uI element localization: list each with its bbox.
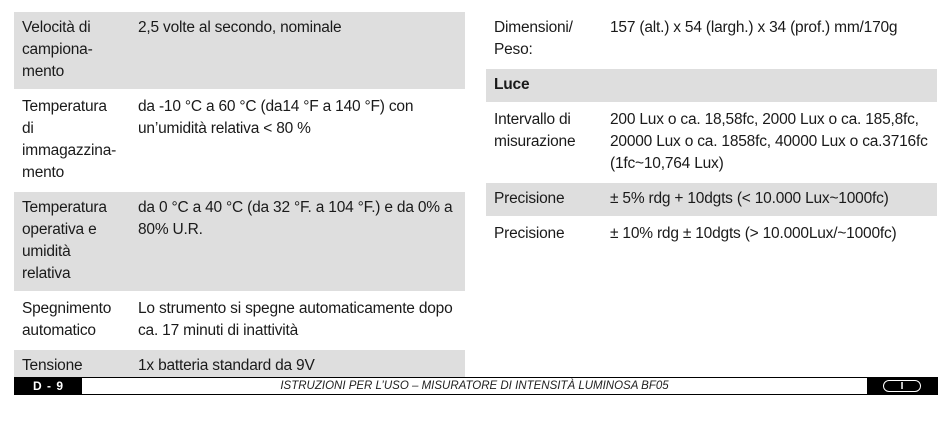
spec-value: da 0 °C a 40 °C (da 32 °F. a 104 °F.) e da 0% a 80% U.R.: [130, 191, 465, 292]
spec-row-dimensions: [486, 12, 937, 68]
spec-row-accuracy: [486, 182, 937, 217]
left-spec-table: [14, 12, 465, 385]
language-badge: I: [883, 380, 921, 392]
footer-title: ISTRUZIONI PER L’USO – MISURATORE DI INTENSITÀ LUMINOSA BF05: [280, 380, 669, 392]
spec-row-accuracy: [486, 217, 937, 252]
spec-label: Precisione: [486, 217, 602, 252]
spec-row-sampling-rate: [14, 12, 465, 90]
spec-label: Intervallo di misurazione: [486, 103, 602, 182]
spec-label: Precisione: [486, 182, 602, 217]
spec-label: Spegnimento automatico: [14, 292, 130, 349]
spec-value: 157 (alt.) x 54 (largh.) x 34 (prof.) mm/170g: [602, 12, 937, 68]
spec-value: 2,5 volte al secondo, nominale: [130, 12, 465, 90]
spec-label: Dimensioni/ Peso:: [486, 12, 602, 68]
page-number: D - 9: [15, 378, 82, 394]
section-header-light: [486, 68, 937, 103]
spec-row-auto-power-off: [14, 292, 465, 349]
right-spec-table: [486, 12, 937, 253]
spec-label: Tensione: [14, 349, 130, 384]
spec-value: Lo strumento si spegne automaticamente dopo ca. 17 minuti di inattività: [130, 292, 465, 349]
spec-value: 1x batteria standard da 9V: [130, 349, 465, 384]
spec-label: Temperatura di immagazzina-mento: [14, 90, 130, 191]
page-footer: [14, 377, 938, 395]
spec-row-measuring-range: [486, 103, 937, 182]
spec-value: ± 5% rdg + 10dgts (< 10.000 Lux~1000fc): [602, 182, 937, 217]
language-indicator: [867, 378, 937, 394]
spec-row-operating-temperature: [14, 191, 465, 292]
spec-label: Temperatura operativa e umidità relativa: [14, 191, 130, 292]
section-title: Luce: [486, 68, 937, 103]
spec-label: Velocità di campiona-mento: [14, 12, 130, 90]
spec-value: ± 10% rdg ± 10dgts (> 10.000Lux/~1000fc): [602, 217, 937, 252]
spec-row-storage-temperature: [14, 90, 465, 191]
spec-value: da -10 °C a 60 °C (da14 °F a 140 °F) con un’umidità relativa < 80 %: [130, 90, 465, 191]
spec-value: 200 Lux o ca. 18,58fc, 2000 Lux o ca. 185,8fc, 20000 Lux o ca. 1858fc, 40000 Lux o ca.3716fc (1fc~10,764 Lux): [602, 103, 937, 182]
